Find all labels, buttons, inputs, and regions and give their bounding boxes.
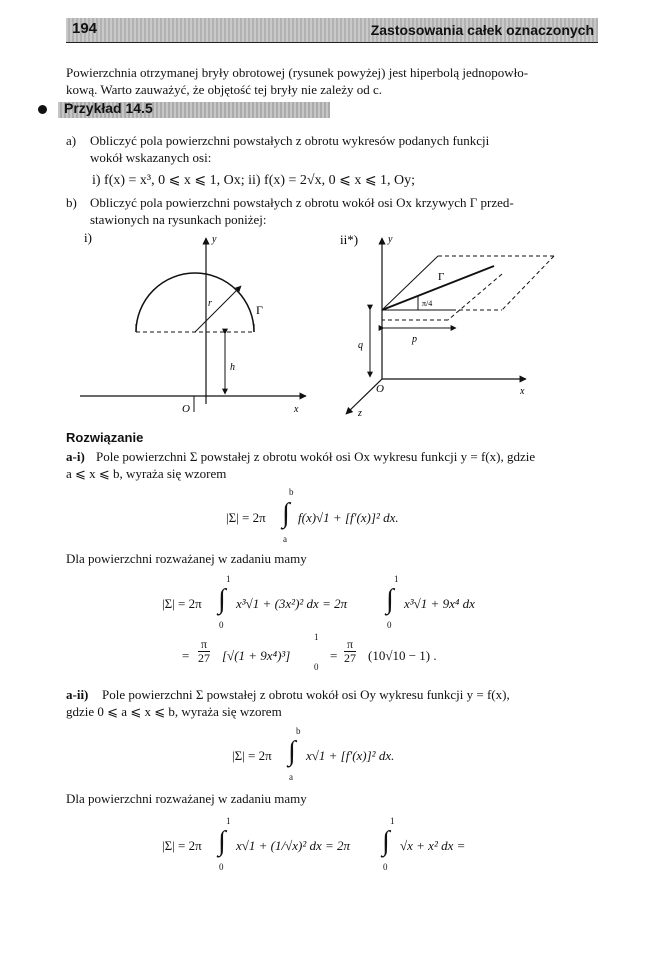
formula-3-eq: = [182, 648, 190, 663]
gamma-label: Γ [256, 303, 263, 317]
integral-sign-icon: ∫ [218, 584, 226, 615]
q-label: q [358, 340, 363, 351]
formula-3-fraction-2 [344, 638, 356, 665]
formula-1-body: f(x)√1 + [f′(x)]² dx. [298, 510, 399, 525]
formula-4-upper: b [296, 726, 301, 736]
radius-arrow [195, 286, 241, 332]
part-a-items: i) f(x) = x³, 0 ⩽ x ⩽ 1, Ox; ii) f(x) = 2√x, 0 ⩽ x ⩽ 1, Oy; [92, 173, 416, 188]
formula-3-num-2: π [344, 638, 356, 652]
intro-line-1: Powierzchnia otrzymanej bryły obrotowej (rysunek powyżej) jest hiperbolą jednopowło- [66, 65, 529, 80]
formula-3-fraction [198, 638, 210, 665]
part-ai-line-2: a ⩽ x ⩽ b, wyraża się wzorem [66, 466, 227, 481]
formula-3-den-2: 27 [344, 651, 356, 665]
formula-3-body: [√(1 + 9x⁴)³] [222, 648, 291, 663]
radius-label: r [208, 298, 212, 309]
solution-heading: Rozwiązanie [66, 430, 144, 445]
part-aii-line-2: gdzie 0 ⩽ a ⩽ x ⩽ b, wyraża się wzorem [66, 704, 282, 719]
integral-sign-icon: ∫ [386, 584, 394, 615]
formula-2-lower: 0 [219, 620, 224, 630]
x-axis-label-3d: x [520, 386, 525, 397]
part-a-marker: a) [66, 133, 77, 148]
part-a-line-2: wokół wskazanych osi: [90, 150, 212, 165]
formula-2-upper: 1 [226, 574, 231, 584]
formula-5-upper: 1 [226, 816, 231, 826]
figure-i-label: i) [84, 230, 92, 245]
formula-3-eq-2: = [330, 648, 338, 663]
formula-4-lhs: |Σ| = 2π [232, 748, 272, 763]
integral-sign-icon: ∫ [382, 826, 390, 857]
p-label: p [412, 334, 417, 345]
chapter-title: Zastosowania całek oznaczonych [370, 22, 594, 38]
formula-2-body-2: x³√1 + 9x⁴ dx [404, 596, 475, 611]
part-b-marker: b) [66, 195, 77, 210]
semicircle-curve [136, 273, 254, 332]
part-ai-line-1: Pole powierzchni Σ powstałej z obrotu wokół osi Ox wykresu funkcji y = f(x), gdzie [96, 449, 536, 464]
bullet-icon [38, 105, 47, 114]
part-ai-marker: a-i) [66, 449, 85, 464]
formula-5-lower-b: 0 [383, 862, 388, 872]
formula-3-upper: 1 [314, 632, 319, 642]
formula-5-body-1: x√1 + (1/√x)² dx = 2π [236, 838, 351, 853]
formula-3-num: π [198, 638, 210, 652]
intro-line-2: kową. Warto zauważyć, że objętość tej bryły nie zależy od c. [66, 82, 382, 97]
formula-2-lhs: |Σ| = 2π [162, 596, 202, 611]
y-axis-label: y [212, 234, 217, 245]
formula-3-den: 27 [198, 651, 210, 665]
x-axis-label: x [294, 404, 299, 415]
origin-label-3d: O [376, 383, 384, 395]
integral-sign-icon: ∫ [282, 498, 290, 529]
example-label: Przykład 14.5 [64, 100, 153, 116]
formula-1-lhs: |Σ| = 2π [226, 510, 266, 525]
formula-3-lower: 0 [314, 662, 319, 672]
dashed-right-edge [502, 256, 554, 310]
part-aii-line-1: Pole powierzchni Σ powstałej z obrotu wokół osi Oy wykresu funkcji y = f(x), [102, 687, 510, 702]
height-label: h [230, 362, 235, 373]
formula-2-upper-b: 1 [394, 574, 399, 584]
figure-i [60, 224, 320, 424]
figure-ii-label: ii*) [340, 232, 359, 247]
origin-label: O [182, 403, 190, 415]
formula-5-lower: 0 [219, 862, 224, 872]
page-number: 194 [72, 20, 98, 37]
figure-ii [330, 224, 570, 424]
formula-5-body-2: √x + x² dx = [400, 838, 466, 853]
formula-1-lower: a [283, 534, 287, 544]
gamma-label-3d: Γ [438, 271, 445, 283]
angle-label: π/4 [422, 299, 433, 308]
part-b-line-1: Obliczyć pola powierzchni powstałych z obrotu wokół osi Ox krzywych Γ przed- [90, 195, 514, 210]
z-axis-label-3d: z [358, 408, 362, 419]
formula-2-lower-b: 0 [387, 620, 392, 630]
formula-4-body: x√1 + [f′(x)]² dx. [306, 748, 395, 763]
integral-sign-icon: ∫ [288, 736, 296, 767]
y-axis-label-3d: y [388, 234, 393, 245]
formula-5-upper-b: 1 [390, 816, 395, 826]
case-text-2: Dla powierzchni rozważanej w zadaniu mamy [66, 791, 307, 806]
formula-1-upper: b [289, 487, 294, 497]
formula-4-lower: a [289, 772, 293, 782]
formula-3-result: (10√10 − 1) . [368, 648, 437, 663]
part-a-line-1: Obliczyć pola powierzchni powstałych z obrotu wykresów podanych funkcji [90, 133, 490, 148]
formula-2-body-1: x³√1 + (3x²)² dx = 2π [236, 596, 348, 611]
part-aii-marker: a-ii) [66, 687, 89, 702]
integral-sign-icon: ∫ [218, 826, 226, 857]
case-text-1: Dla powierzchni rozważanej w zadaniu mamy [66, 551, 307, 566]
formula-5-lhs: |Σ| = 2π [162, 838, 202, 853]
part-b-line-2: stawionych na rysunkach poniżej: [90, 212, 267, 227]
